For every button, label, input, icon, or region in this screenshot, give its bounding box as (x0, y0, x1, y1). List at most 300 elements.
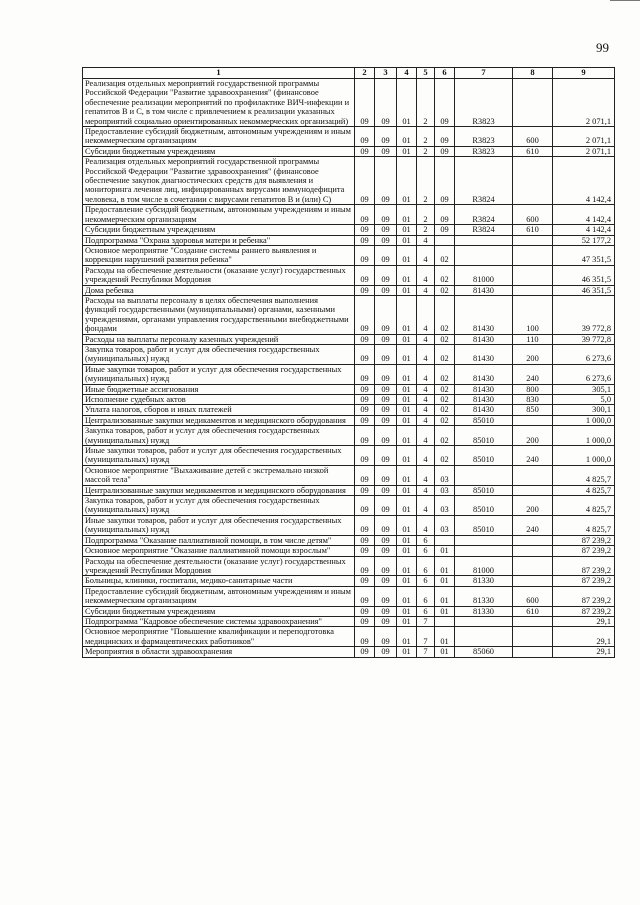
row-amount: 305,1 (553, 384, 615, 394)
row-amount: 87 239,2 (553, 606, 615, 616)
code-section: 09 (375, 485, 397, 495)
code-target (455, 235, 513, 245)
code-program: 01 (397, 627, 417, 647)
code-subprogram: 4 (417, 465, 435, 485)
code-section: 09 (375, 344, 397, 364)
code-subprogram: 7 (417, 627, 435, 647)
code-ministry: 09 (355, 295, 375, 334)
row-amount: 39 772,8 (553, 295, 615, 334)
code-subprogram: 6 (417, 576, 435, 586)
column-header: 7 (455, 68, 513, 79)
code-activity: 02 (435, 265, 455, 285)
code-expense-type: 200 (513, 344, 553, 364)
row-amount: 300,1 (553, 405, 615, 415)
code-program: 01 (397, 364, 417, 384)
code-activity: 01 (435, 576, 455, 586)
code-activity (435, 535, 455, 545)
table-row (83, 647, 615, 657)
code-target: R3823 (455, 127, 513, 147)
code-expense-type: 240 (513, 515, 553, 535)
row-amount: 87 239,2 (553, 576, 615, 586)
code-ministry: 09 (355, 285, 375, 295)
row-amount: 4 142,4 (553, 157, 615, 205)
row-name: Централизованные закупки медикаментов и медицинского оборудования (83, 415, 355, 425)
row-amount: 6 273,6 (553, 344, 615, 364)
code-expense-type: 600 (513, 205, 553, 225)
code-ministry: 09 (355, 535, 375, 545)
code-ministry: 09 (355, 127, 375, 147)
row-name: Основное мероприятие "Создание системы раннего выявления и коррекции нарушений развития ребенка" (83, 245, 355, 265)
code-activity: 01 (435, 586, 455, 606)
code-ministry: 09 (355, 446, 375, 466)
row-name: Исполнение судебных актов (83, 395, 355, 405)
code-program: 01 (397, 295, 417, 334)
code-target: 81430 (455, 384, 513, 394)
code-section: 09 (375, 586, 397, 606)
code-program: 01 (397, 334, 417, 344)
row-name: Подпрограмма "Охрана здоровья матери и ребенка" (83, 235, 355, 245)
code-activity: 02 (435, 285, 455, 295)
code-expense-type (513, 157, 553, 205)
code-program: 01 (397, 616, 417, 626)
code-program: 01 (397, 535, 417, 545)
code-activity: 02 (435, 334, 455, 344)
row-name: Предоставление субсидий бюджетным, автономным учреждениям и иным некоммерческим организациям (83, 205, 355, 225)
code-program: 01 (397, 415, 417, 425)
column-header: 3 (375, 68, 397, 79)
code-subprogram: 2 (417, 157, 435, 205)
row-name: Больницы, клиники, госпитали, медико-санитарные части (83, 576, 355, 586)
code-expense-type (513, 576, 553, 586)
code-program: 01 (397, 285, 417, 295)
row-amount: 4 142,4 (553, 225, 615, 235)
table-row (83, 205, 615, 225)
row-amount: 47 351,5 (553, 245, 615, 265)
row-name: Подпрограмма "Кадровое обеспечение системы здравоохранения" (83, 616, 355, 626)
code-target: 81000 (455, 556, 513, 576)
code-program: 01 (397, 127, 417, 147)
table-row (83, 265, 615, 285)
scan-corner-mark (610, 0, 640, 7)
code-target: 81430 (455, 285, 513, 295)
code-subprogram: 4 (417, 265, 435, 285)
code-target: 81000 (455, 265, 513, 285)
page-number: 99 (596, 40, 609, 55)
code-subprogram: 2 (417, 146, 435, 156)
code-expense-type (513, 535, 553, 545)
row-name: Реализация отдельных мероприятий государственной программы Российской Федерации "Развитие здравоохранения" (финансовое обеспечение реализации мероприятий по профилактике ВИЧ-инфекции и гепатитов В и С, в том числе с привлечением к реализации указанных мероприятий социально ориентированных некоммерческих организаций) (83, 79, 355, 127)
code-expense-type: 610 (513, 146, 553, 156)
code-activity: 02 (435, 295, 455, 334)
code-target: 81330 (455, 576, 513, 586)
table-row (83, 364, 615, 384)
code-program: 01 (397, 446, 417, 466)
code-activity: 03 (435, 485, 455, 495)
code-activity: 01 (435, 647, 455, 657)
code-program: 01 (397, 265, 417, 285)
row-amount: 1 000,0 (553, 446, 615, 466)
code-subprogram: 2 (417, 79, 435, 127)
row-amount: 87 239,2 (553, 556, 615, 576)
row-name: Субсидии бюджетным учреждениям (83, 606, 355, 616)
code-ministry: 09 (355, 426, 375, 446)
code-activity: 03 (435, 515, 455, 535)
code-target: 81430 (455, 364, 513, 384)
code-ministry: 09 (355, 245, 375, 265)
code-expense-type: 830 (513, 395, 553, 405)
code-activity: 01 (435, 627, 455, 647)
table-row (83, 616, 615, 626)
code-section: 09 (375, 426, 397, 446)
code-expense-type (513, 465, 553, 485)
code-subprogram: 4 (417, 295, 435, 334)
code-subprogram: 4 (417, 496, 435, 516)
row-name: Расходы на обеспечение деятельности (оказание услуг) государственных учреждений Республики Мордовия (83, 265, 355, 285)
row-name: Основное мероприятие "Выхаживание детей с экстремально низкой массой тела" (83, 465, 355, 485)
code-subprogram: 6 (417, 606, 435, 616)
code-section: 09 (375, 515, 397, 535)
code-subprogram: 7 (417, 616, 435, 626)
code-ministry: 09 (355, 606, 375, 616)
code-activity: 02 (435, 426, 455, 446)
row-name: Закупка товаров, работ и услуг для обеспечения государственных (муниципальных) нужд (83, 426, 355, 446)
code-program: 01 (397, 485, 417, 495)
code-target: 81330 (455, 606, 513, 616)
code-program: 01 (397, 344, 417, 364)
code-subprogram: 2 (417, 205, 435, 225)
code-subprogram: 4 (417, 426, 435, 446)
row-amount: 1 000,0 (553, 415, 615, 425)
row-name: Реализация отдельных мероприятий государственной программы Российской Федерации "Развитие здравоохранения" (финансовое обеспечение закупок диагностических средств для выявления и мониторинга лечения лиц, инфицированных вирусами иммунодефицита человека, в том числе в сочетании с вирусами гепатитов В и (или) С) (83, 157, 355, 205)
code-section: 09 (375, 627, 397, 647)
code-activity: 01 (435, 556, 455, 576)
code-ministry: 09 (355, 235, 375, 245)
code-target: 81430 (455, 395, 513, 405)
code-expense-type: 110 (513, 334, 553, 344)
code-ministry: 09 (355, 515, 375, 535)
code-subprogram: 4 (417, 395, 435, 405)
code-subprogram: 4 (417, 334, 435, 344)
code-ministry: 09 (355, 616, 375, 626)
column-header: 2 (355, 68, 375, 79)
code-section: 09 (375, 496, 397, 516)
code-subprogram: 6 (417, 535, 435, 545)
row-amount: 5,0 (553, 395, 615, 405)
code-subprogram: 6 (417, 556, 435, 576)
row-name: Расходы на выплаты персоналу казенных учреждений (83, 334, 355, 344)
code-program: 01 (397, 576, 417, 586)
code-expense-type: 600 (513, 586, 553, 606)
code-subprogram: 4 (417, 245, 435, 265)
code-program: 01 (397, 205, 417, 225)
code-program: 01 (397, 146, 417, 156)
code-activity: 09 (435, 146, 455, 156)
code-section: 09 (375, 265, 397, 285)
row-amount: 2 071,1 (553, 127, 615, 147)
table-row (83, 225, 615, 235)
budget-table (82, 67, 615, 658)
code-ministry: 09 (355, 647, 375, 657)
code-program: 01 (397, 79, 417, 127)
code-target (455, 546, 513, 556)
code-target: 85010 (455, 415, 513, 425)
row-amount: 87 239,2 (553, 535, 615, 545)
code-section: 09 (375, 606, 397, 616)
code-expense-type (513, 285, 553, 295)
code-target: 81430 (455, 405, 513, 415)
code-ministry: 09 (355, 465, 375, 485)
table-row (83, 546, 615, 556)
code-subprogram: 4 (417, 405, 435, 415)
code-ministry: 09 (355, 265, 375, 285)
code-ministry: 09 (355, 395, 375, 405)
code-target (455, 465, 513, 485)
row-amount: 4 142,4 (553, 205, 615, 225)
row-amount: 87 239,2 (553, 586, 615, 606)
code-ministry: 09 (355, 415, 375, 425)
code-target: R3824 (455, 225, 513, 235)
code-subprogram: 2 (417, 127, 435, 147)
code-program: 01 (397, 546, 417, 556)
code-expense-type (513, 79, 553, 127)
table-row (83, 127, 615, 147)
code-ministry: 09 (355, 405, 375, 415)
table-row (83, 627, 615, 647)
code-program: 01 (397, 647, 417, 657)
code-activity: 02 (435, 395, 455, 405)
row-name: Подпрограмма "Оказание паллиативной помощи, в том числе детям" (83, 535, 355, 545)
code-section: 09 (375, 334, 397, 344)
code-activity (435, 235, 455, 245)
code-activity: 02 (435, 344, 455, 364)
code-program: 01 (397, 586, 417, 606)
code-program: 01 (397, 395, 417, 405)
table-row (83, 405, 615, 415)
code-subprogram: 2 (417, 225, 435, 235)
code-ministry: 09 (355, 496, 375, 516)
row-name: Закупка товаров, работ и услуг для обеспечения государственных (муниципальных) нужд (83, 344, 355, 364)
code-target: R3824 (455, 205, 513, 225)
code-expense-type (513, 556, 553, 576)
table-row (83, 245, 615, 265)
code-target: 81430 (455, 334, 513, 344)
row-amount: 52 177,2 (553, 235, 615, 245)
code-subprogram: 4 (417, 344, 435, 364)
row-name: Предоставление субсидий бюджетным, автономным учреждениям и иным некоммерческим организациям (83, 586, 355, 606)
row-amount: 29,1 (553, 627, 615, 647)
code-target: 85010 (455, 485, 513, 495)
code-ministry: 09 (355, 576, 375, 586)
code-activity: 03 (435, 496, 455, 516)
row-amount: 4 825,7 (553, 515, 615, 535)
row-amount: 6 273,6 (553, 364, 615, 384)
code-activity: 09 (435, 79, 455, 127)
row-name: Субсидии бюджетным учреждениям (83, 146, 355, 156)
code-expense-type (513, 647, 553, 657)
code-expense-type (513, 627, 553, 647)
code-target (455, 535, 513, 545)
code-ministry: 09 (355, 205, 375, 225)
code-expense-type (513, 616, 553, 626)
code-section: 09 (375, 647, 397, 657)
code-expense-type: 240 (513, 364, 553, 384)
column-header: 8 (513, 68, 553, 79)
code-subprogram: 4 (417, 485, 435, 495)
code-expense-type (513, 485, 553, 495)
code-section: 09 (375, 446, 397, 466)
code-program: 01 (397, 245, 417, 265)
code-ministry: 09 (355, 546, 375, 556)
table-row (83, 295, 615, 334)
code-target: 85010 (455, 515, 513, 535)
code-ministry: 09 (355, 79, 375, 127)
code-activity: 09 (435, 157, 455, 205)
code-section: 09 (375, 127, 397, 147)
code-section: 09 (375, 146, 397, 156)
code-section: 09 (375, 205, 397, 225)
code-program: 01 (397, 426, 417, 446)
row-name: Дома ребенка (83, 285, 355, 295)
column-header: 6 (435, 68, 455, 79)
table-row (83, 485, 615, 495)
code-subprogram: 4 (417, 415, 435, 425)
code-target (455, 616, 513, 626)
row-name: Централизованные закупки медикаментов и медицинского оборудования (83, 485, 355, 495)
column-header: 5 (417, 68, 435, 79)
code-target: 85060 (455, 647, 513, 657)
code-expense-type: 200 (513, 426, 553, 446)
code-subprogram: 6 (417, 586, 435, 606)
code-activity: 02 (435, 415, 455, 425)
code-section: 09 (375, 556, 397, 576)
code-program: 01 (397, 465, 417, 485)
code-activity: 09 (435, 205, 455, 225)
table-row (83, 235, 615, 245)
code-ministry: 09 (355, 334, 375, 344)
row-name: Расходы на выплаты персоналу в целях обеспечения выполнения функций государственными (муниципальными) органами, казенными учреждениями, органами управления государственными внебюджетными фондами (83, 295, 355, 334)
code-activity: 02 (435, 384, 455, 394)
code-program: 01 (397, 235, 417, 245)
code-expense-type: 600 (513, 127, 553, 147)
code-target: R3824 (455, 157, 513, 205)
table-row (83, 79, 615, 127)
table-body (83, 79, 615, 658)
table-row (83, 496, 615, 516)
code-target (455, 627, 513, 647)
code-activity: 02 (435, 245, 455, 265)
code-expense-type: 850 (513, 405, 553, 415)
row-amount: 2 071,1 (553, 146, 615, 156)
code-program: 01 (397, 225, 417, 235)
row-name: Иные закупки товаров, работ и услуг для обеспечения государственных (муниципальных) нужд (83, 515, 355, 535)
code-target: 85010 (455, 446, 513, 466)
code-program: 01 (397, 157, 417, 205)
row-amount: 29,1 (553, 647, 615, 657)
table-row (83, 535, 615, 545)
code-subprogram: 4 (417, 515, 435, 535)
code-expense-type: 610 (513, 225, 553, 235)
code-section: 09 (375, 245, 397, 265)
row-name: Основное мероприятие "Оказание паллиативной помощи взрослым" (83, 546, 355, 556)
table-row (83, 334, 615, 344)
table-row (83, 344, 615, 364)
table-row (83, 586, 615, 606)
table-row (83, 157, 615, 205)
table-row (83, 285, 615, 295)
code-section: 09 (375, 405, 397, 415)
row-amount: 29,1 (553, 616, 615, 626)
code-ministry: 09 (355, 586, 375, 606)
code-ministry: 09 (355, 146, 375, 156)
table-row (83, 606, 615, 616)
code-program: 01 (397, 405, 417, 415)
code-section: 09 (375, 235, 397, 245)
table-row (83, 556, 615, 576)
row-name: Закупка товаров, работ и услуг для обеспечения государственных (муниципальных) нужд (83, 496, 355, 516)
code-section: 09 (375, 79, 397, 127)
row-amount: 46 351,5 (553, 285, 615, 295)
row-amount: 2 071,1 (553, 79, 615, 127)
code-ministry: 09 (355, 627, 375, 647)
row-name: Предоставление субсидий бюджетным, автономным учреждениям и иным некоммерческим организациям (83, 127, 355, 147)
table-row (83, 395, 615, 405)
code-target: 81430 (455, 344, 513, 364)
code-activity: 01 (435, 546, 455, 556)
code-target: 81330 (455, 586, 513, 606)
code-program: 01 (397, 556, 417, 576)
code-section: 09 (375, 415, 397, 425)
code-ministry: 09 (355, 556, 375, 576)
code-section: 09 (375, 384, 397, 394)
code-expense-type (513, 235, 553, 245)
row-amount: 39 772,8 (553, 334, 615, 344)
code-ministry: 09 (355, 485, 375, 495)
row-name: Иные закупки товаров, работ и услуг для обеспечения государственных (муниципальных) нужд (83, 364, 355, 384)
code-expense-type: 240 (513, 446, 553, 466)
column-header: 1 (83, 68, 355, 79)
code-section: 09 (375, 157, 397, 205)
code-section: 09 (375, 465, 397, 485)
code-section: 09 (375, 364, 397, 384)
code-activity: 02 (435, 405, 455, 415)
code-subprogram: 4 (417, 446, 435, 466)
code-target: 81430 (455, 295, 513, 334)
row-amount: 46 351,5 (553, 265, 615, 285)
header-row (83, 68, 615, 79)
code-subprogram: 4 (417, 285, 435, 295)
code-target: 85010 (455, 426, 513, 446)
code-program: 01 (397, 384, 417, 394)
code-expense-type: 200 (513, 496, 553, 516)
code-ministry: 09 (355, 225, 375, 235)
code-target: R3823 (455, 79, 513, 127)
code-section: 09 (375, 616, 397, 626)
code-target: R3823 (455, 146, 513, 156)
code-section: 09 (375, 285, 397, 295)
code-subprogram: 7 (417, 647, 435, 657)
row-name: Иные бюджетные ассигнования (83, 384, 355, 394)
code-program: 01 (397, 606, 417, 616)
code-target (455, 245, 513, 265)
table-row (83, 426, 615, 446)
code-expense-type (513, 265, 553, 285)
code-subprogram: 6 (417, 546, 435, 556)
row-amount: 1 000,0 (553, 426, 615, 446)
column-header: 9 (553, 68, 615, 79)
table-row (83, 146, 615, 156)
table-row (83, 515, 615, 535)
code-ministry: 09 (355, 157, 375, 205)
